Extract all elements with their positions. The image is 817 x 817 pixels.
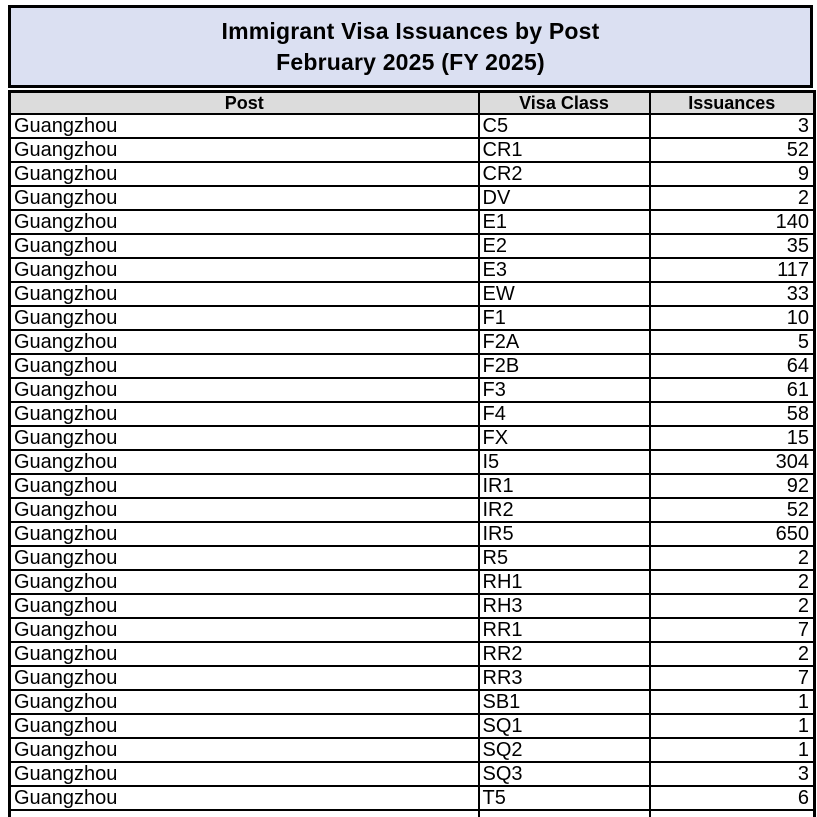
- post-cell: Guangzhou: [10, 306, 479, 330]
- issuances-cell: 15: [650, 426, 815, 450]
- post-cell: Guangzhou: [10, 474, 479, 498]
- post-cell: Guangzhou: [10, 234, 479, 258]
- table-row: [10, 450, 815, 474]
- table-row: [10, 522, 815, 546]
- issuances-cell: 1: [650, 738, 815, 762]
- visa-class-cell: F1: [479, 306, 650, 330]
- issuances-cell: 92: [650, 474, 815, 498]
- visa-class-cell: F2A: [479, 330, 650, 354]
- issuances-cell: 7: [650, 666, 815, 690]
- table-body: [10, 114, 815, 817]
- table-row: [10, 114, 815, 138]
- table-row: [10, 306, 815, 330]
- visa-class-cell: FX: [479, 426, 650, 450]
- issuances-cell: 650: [650, 522, 815, 546]
- issuances-cell: 52: [650, 138, 815, 162]
- post-cell: Guangzhou: [10, 762, 479, 786]
- report-title: Immigrant Visa Issuances by Post: [221, 17, 600, 44]
- issuances-cell: 304: [650, 450, 815, 474]
- table-row: [10, 282, 815, 306]
- table-row: [10, 474, 815, 498]
- issuances-cell: 2: [650, 642, 815, 666]
- table-row: [10, 234, 815, 258]
- visa-class-cell: E1: [479, 210, 650, 234]
- table-row: [10, 258, 815, 282]
- table-row: [10, 498, 815, 522]
- visa-class-cell: IR2: [479, 498, 650, 522]
- issuances-cell: 1: [650, 714, 815, 738]
- visa-class-cell: RR1: [479, 618, 650, 642]
- issuances-cell: 140: [650, 210, 815, 234]
- visa-class-cell: RR2: [479, 642, 650, 666]
- table-row: [10, 210, 815, 234]
- post-cell: Guangzhou: [10, 786, 479, 810]
- post-cell: Guangzhou: [10, 450, 479, 474]
- post-cell: Guangzhou: [10, 114, 479, 138]
- visa-class-cell: T5: [479, 786, 650, 810]
- post-cell: Guangzhou: [10, 186, 479, 210]
- post-cell: Guangzhou: [10, 666, 479, 690]
- issuances-cell: 2: [650, 186, 815, 210]
- table-row: [10, 138, 815, 162]
- post-cell: Guangzhou: [10, 498, 479, 522]
- visa-class-cell: DV: [479, 186, 650, 210]
- issuances-cell: 52: [650, 498, 815, 522]
- post-cell: Guangzhou: [10, 330, 479, 354]
- issuances-cell: 58: [650, 402, 815, 426]
- issuances-cell: 61: [650, 378, 815, 402]
- table-row: [10, 714, 815, 738]
- post-cell: Guangzhou: [10, 738, 479, 762]
- visa-class-cell: E3: [479, 258, 650, 282]
- issuances-cell: 10: [650, 306, 815, 330]
- table-row: [10, 186, 815, 210]
- post-cell: Guangzhou: [10, 402, 479, 426]
- visa-class-cell: R5: [479, 546, 650, 570]
- column-header-issuances: Issuances: [650, 92, 815, 115]
- post-cell: Guangzhou: [10, 618, 479, 642]
- partial-row: [10, 810, 815, 817]
- table-row: [10, 762, 815, 786]
- post-cell: Guangzhou: [10, 210, 479, 234]
- issuances-cell: 6: [650, 786, 815, 810]
- post-cell: Guangzhou: [10, 714, 479, 738]
- visa-class-cell: I5: [479, 450, 650, 474]
- table-row: [10, 402, 815, 426]
- empty-cell: [10, 810, 479, 817]
- issuances-cell: 2: [650, 594, 815, 618]
- visa-class-cell: E2: [479, 234, 650, 258]
- visa-class-cell: SQ1: [479, 714, 650, 738]
- post-cell: Guangzhou: [10, 594, 479, 618]
- issuances-cell: 2: [650, 570, 815, 594]
- issuances-cell: 3: [650, 762, 815, 786]
- table-header-row: [10, 92, 815, 115]
- visa-class-cell: SB1: [479, 690, 650, 714]
- report-subtitle: February 2025 (FY 2025): [276, 48, 545, 75]
- visa-class-cell: IR1: [479, 474, 650, 498]
- issuances-cell: 117: [650, 258, 815, 282]
- visa-issuances-table: [8, 90, 816, 817]
- table-row: [10, 738, 815, 762]
- visa-class-cell: CR2: [479, 162, 650, 186]
- post-cell: Guangzhou: [10, 570, 479, 594]
- issuances-cell: 5: [650, 330, 815, 354]
- post-cell: Guangzhou: [10, 690, 479, 714]
- post-cell: Guangzhou: [10, 426, 479, 450]
- issuances-cell: 1: [650, 690, 815, 714]
- table-row: [10, 378, 815, 402]
- table-row: [10, 426, 815, 450]
- table-row: [10, 618, 815, 642]
- visa-class-cell: EW: [479, 282, 650, 306]
- post-cell: Guangzhou: [10, 258, 479, 282]
- issuances-cell: 9: [650, 162, 815, 186]
- table-row: [10, 666, 815, 690]
- empty-cell: [650, 810, 815, 817]
- post-cell: Guangzhou: [10, 642, 479, 666]
- column-header-post: Post: [10, 92, 479, 115]
- issuances-cell: 35: [650, 234, 815, 258]
- post-cell: Guangzhou: [10, 162, 479, 186]
- visa-class-cell: F3: [479, 378, 650, 402]
- post-cell: Guangzhou: [10, 282, 479, 306]
- visa-class-cell: C5: [479, 114, 650, 138]
- issuances-cell: 3: [650, 114, 815, 138]
- visa-class-cell: SQ2: [479, 738, 650, 762]
- visa-class-cell: CR1: [479, 138, 650, 162]
- table-row: [10, 690, 815, 714]
- visa-class-cell: SQ3: [479, 762, 650, 786]
- issuances-cell: 33: [650, 282, 815, 306]
- table-row: [10, 546, 815, 570]
- post-cell: Guangzhou: [10, 522, 479, 546]
- table-row: [10, 594, 815, 618]
- table-row: [10, 642, 815, 666]
- issuances-cell: 64: [650, 354, 815, 378]
- column-header-visa-class: Visa Class: [479, 92, 650, 115]
- empty-cell: [479, 810, 650, 817]
- table-row: [10, 570, 815, 594]
- report-title-box: [8, 5, 813, 88]
- visa-class-cell: F2B: [479, 354, 650, 378]
- visa-class-cell: RH1: [479, 570, 650, 594]
- visa-class-cell: F4: [479, 402, 650, 426]
- visa-class-cell: IR5: [479, 522, 650, 546]
- visa-class-cell: RR3: [479, 666, 650, 690]
- post-cell: Guangzhou: [10, 546, 479, 570]
- post-cell: Guangzhou: [10, 378, 479, 402]
- table-row: [10, 162, 815, 186]
- issuances-cell: 7: [650, 618, 815, 642]
- visa-class-cell: RH3: [479, 594, 650, 618]
- table-row: [10, 354, 815, 378]
- post-cell: Guangzhou: [10, 354, 479, 378]
- issuances-cell: 2: [650, 546, 815, 570]
- post-cell: Guangzhou: [10, 138, 479, 162]
- table-row: [10, 786, 815, 810]
- table-row: [10, 330, 815, 354]
